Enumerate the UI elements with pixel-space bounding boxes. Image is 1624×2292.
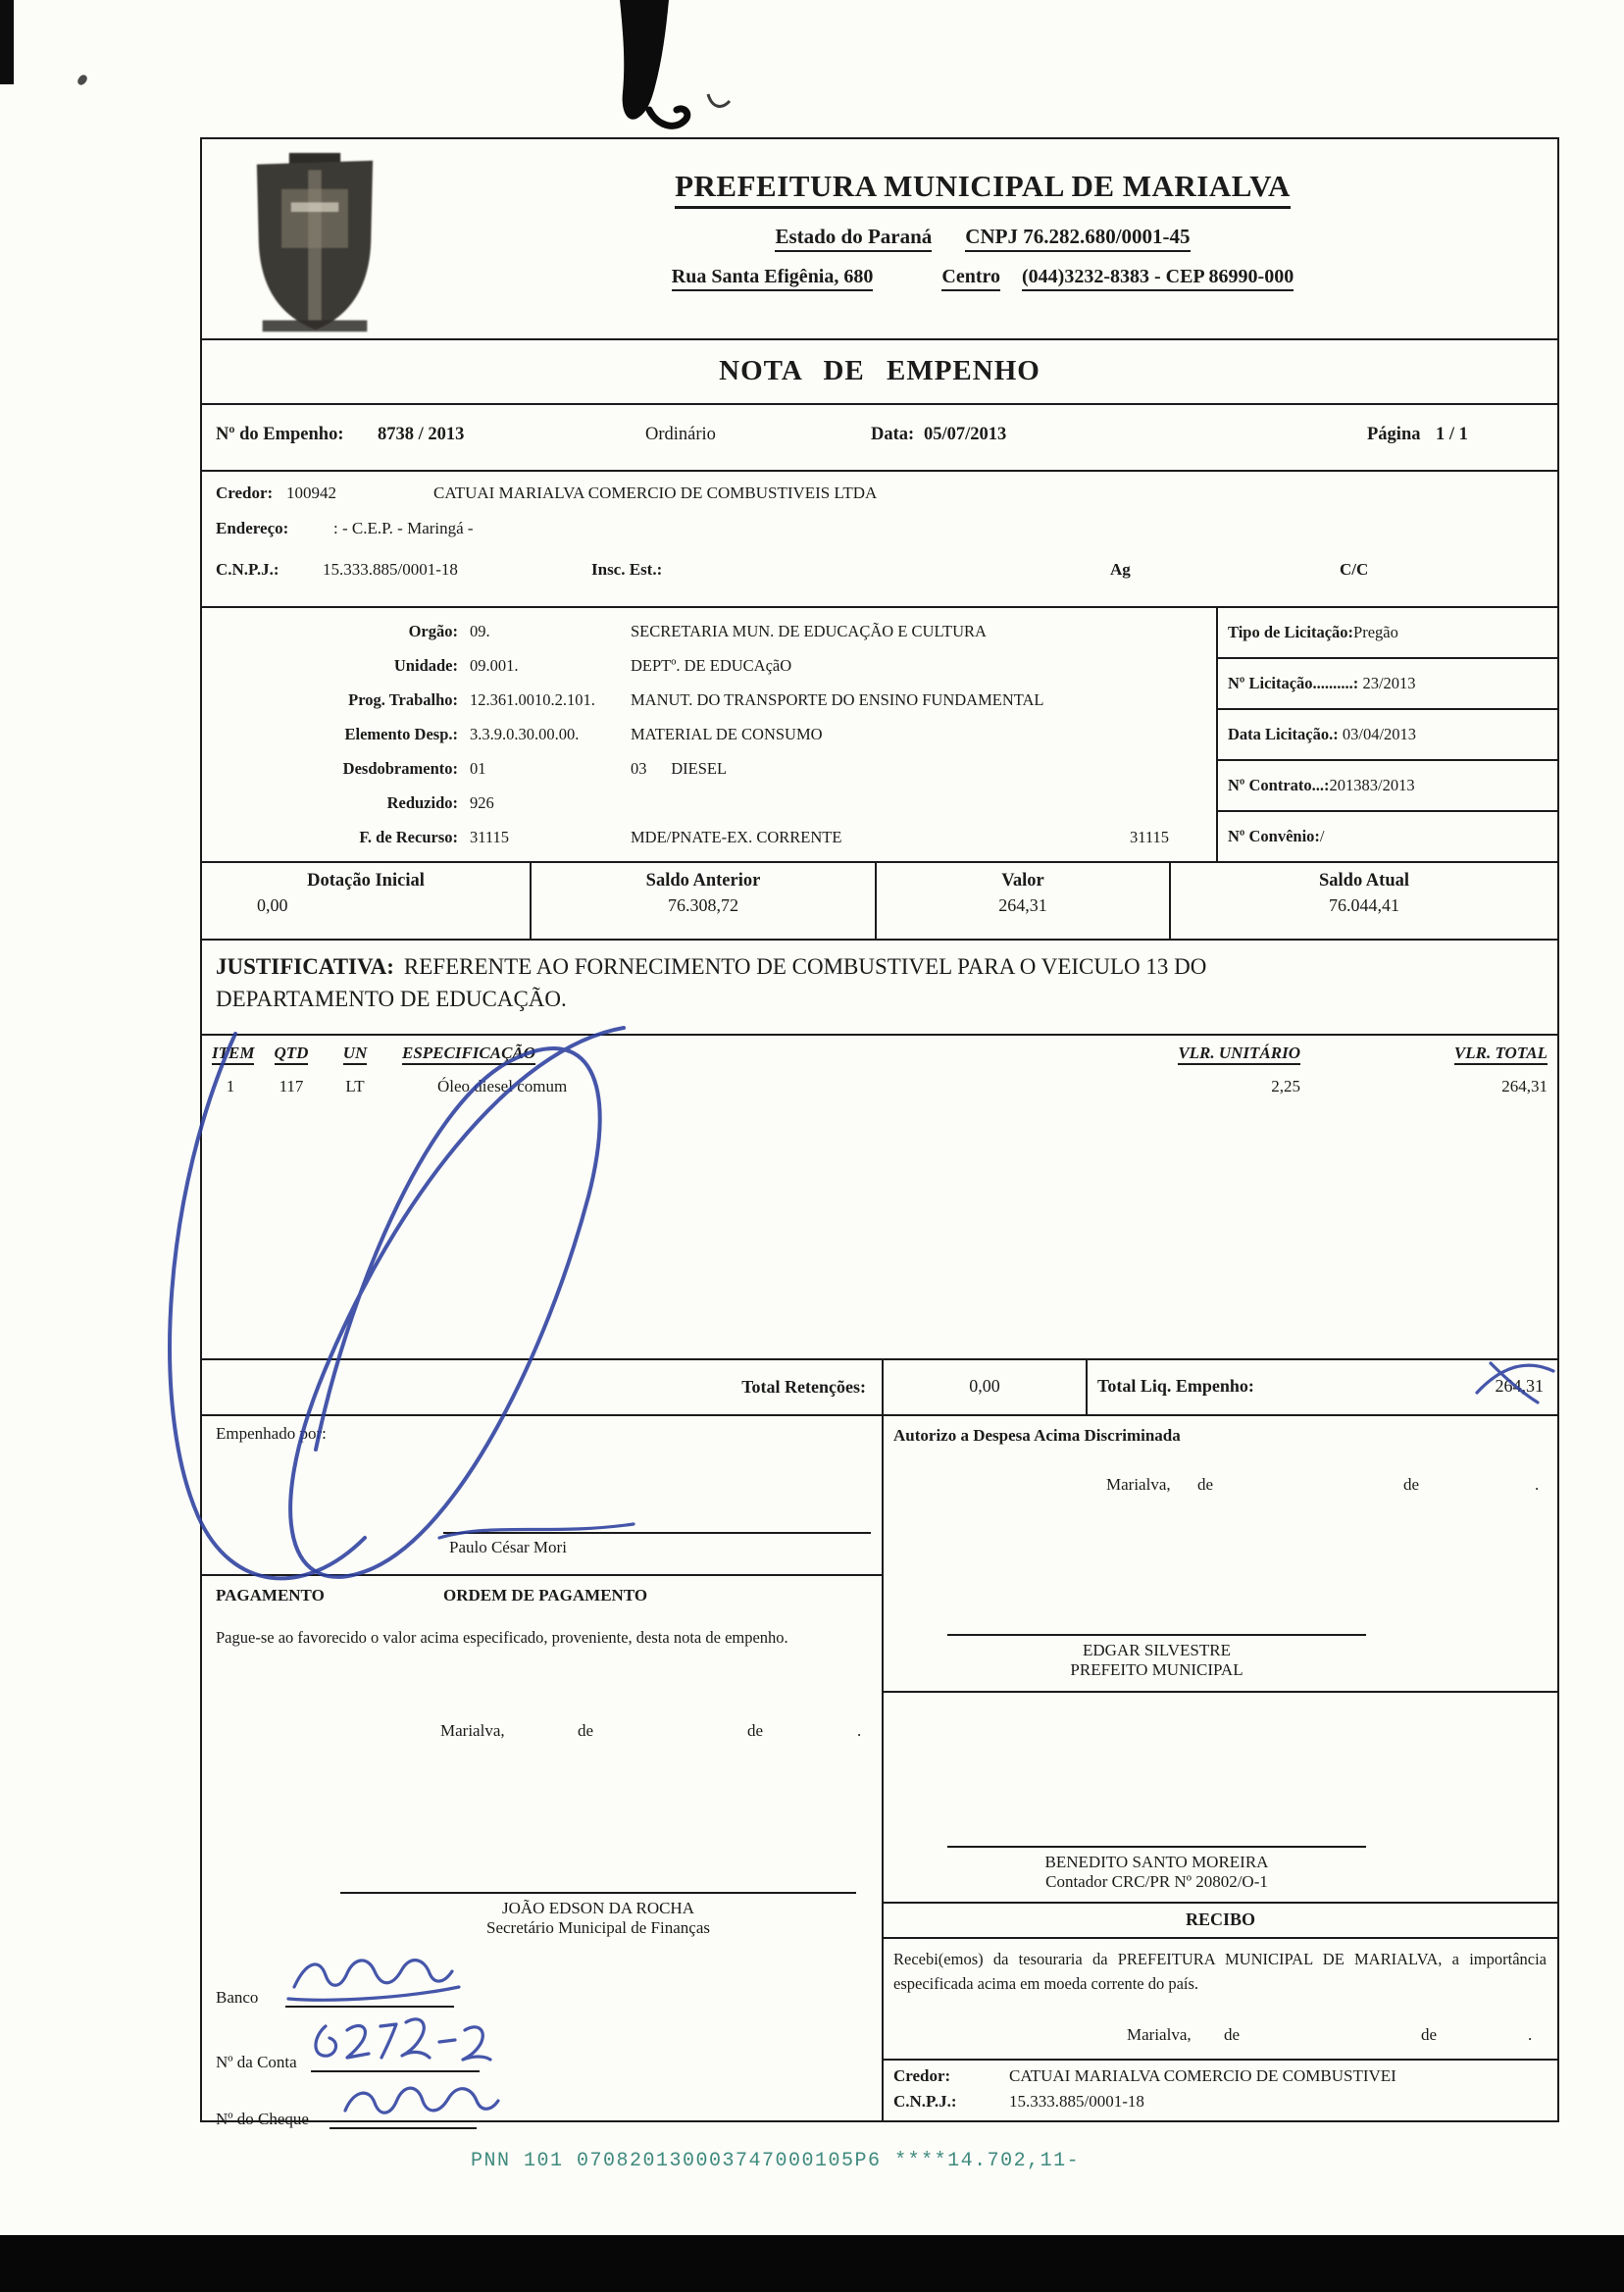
amount-value: 76.308,72 [668,895,738,915]
creditor-address-line [202,515,1557,556]
district-text: Centro [941,266,1000,291]
cheque-label: Nº do Cheque [216,2110,309,2128]
col-qtd: QTD [275,1044,309,1065]
credor-footer-block [884,2061,1557,2122]
field-label: Data Licitação.: [1228,725,1339,743]
prefeito-signature [947,1634,1366,1680]
field-label: F. de Recurso: [359,828,458,846]
creditor-code: 100942 [286,484,336,502]
banco-field [216,1982,454,2008]
credor-footer-label: Credor: [893,2066,951,2085]
creditor-box [202,470,1557,606]
field-code: 09.001. [470,656,519,675]
pagamento-body: Pague-se ao favorecido o valor acima especificado, proveniente, desta nota de empenho. [216,1628,788,1647]
creditor-label: Credor: [216,484,274,502]
signature-area [202,1414,1557,2128]
cheque-fill-line [330,2104,477,2129]
licitacao-numero-row [1218,659,1557,710]
bank-validation-stamp: PNN 101 070820130003747000105P6 ****14.702,11- [471,2150,1081,2172]
date-dot: . [857,1721,862,1740]
budget-row-recurso [202,820,1216,854]
date-dot: . [1535,1475,1540,1494]
date-dot: . [1528,2025,1533,2044]
financas-name: JOÃO EDSON DA ROCHA [502,1899,694,1917]
field-value: 23/2013 [1362,674,1416,692]
field-value: 03/04/2013 [1342,725,1417,743]
pagamento-title: PAGAMENTO [216,1586,325,1604]
contador-block [884,1693,1557,1904]
agencia-label: Ag [1110,560,1131,579]
justification-text: REFERENTE AO FORNECIMENTO DE COMBUSTIVEL PARA O VEICULO 13 DO DEPARTAMENTO DE EDUCAÇÃO. [216,954,1207,1011]
item-unit: LT [345,1077,365,1095]
empenho-date-label: Data: [871,425,915,444]
letterhead [202,139,1557,338]
amount-value: 76.044,41 [1329,895,1399,915]
recibo-title: RECIBO [884,1904,1557,1939]
field-value: Pregão [1353,623,1398,641]
item-row [202,1077,1557,1096]
amounts-row [202,861,1557,939]
budget-row-elemento [202,717,1216,751]
licitacao-data-row [1218,710,1557,761]
prefeito-role: PREFEITO MUNICIPAL [1070,1660,1243,1679]
amount-value: 264,31 [998,895,1047,915]
amount-valor [875,863,1169,939]
banco-label: Banco [216,1988,259,2007]
autorizo-title: Autorizo a Despesa Acima Discriminada [893,1426,1181,1445]
conta-corrente-label: C/C [1340,560,1369,579]
field-code: 12.361.0010.2.101. [470,690,595,709]
credor-footer-name: CATUAI MARIALVA COMERCIO DE COMBUSTIVEI [1009,2066,1396,2085]
item-unit-price: 2,25 [1271,1077,1300,1095]
date-place: Marialva, [1106,1475,1171,1494]
recibo-block [884,1939,1557,2061]
nota-de-empenho-form [200,137,1559,2128]
field-label: Desdobramento: [342,759,458,778]
amount-header: Saldo Anterior [645,871,761,891]
field-value: / [1319,827,1325,845]
phone-cep-text: (044)3232-8383 - CEP 86990-000 [1022,266,1294,291]
col-vlr-total: VLR. TOTAL [1454,1044,1548,1065]
col-vlr-unitario: VLR. UNITÁRIO [1178,1044,1300,1065]
financas-role: Secretário Municipal de Finanças [485,1918,710,1937]
signature-line [947,1846,1366,1848]
letterhead-text [418,147,1548,331]
field-desc: DEPTº. DE EDUCAçãO [631,656,792,675]
cnpj-field-label: C.N.P.J.: [216,560,279,579]
field-label: Nº Convênio: [1228,827,1320,845]
item-total: 264,31 [1501,1077,1548,1095]
field-code: 926 [470,793,494,812]
address-text: Rua Santa Efigênia, 680 [672,266,874,291]
scan-artifact-speck [76,74,88,87]
empenho-date-value: 05/07/2013 [924,425,1007,444]
crest-icon [231,151,398,337]
contador-name: BENEDITO SANTO MOREIRA [1044,1853,1269,1871]
recibo-body: Recebi(emos) da tesouraria da PREFEITURA MUNICIPAL DE MARIALVA, a importância especificada acima em moeda corrente do país. [893,1950,1547,1993]
bidding-column [1216,608,1557,861]
total-liq-label: Total Liq. Empenho: [1097,1376,1254,1396]
cnpj-label: CNPJ 76.282.680/0001-45 [965,225,1190,252]
amount-header: Dotação Inicial [307,871,425,891]
amount-header: Saldo Atual [1318,871,1410,891]
date-de: de [1224,2025,1241,2044]
scan-artifact-bottom-bar [0,2235,1624,2292]
recurso-code-right: 31115 [1129,828,1169,846]
empenho-type: Ordinário [645,425,716,444]
date-de: de [1197,1475,1214,1494]
scan-artifact-ink-blot [606,0,743,149]
field-label: Prog. Trabalho: [348,690,458,709]
contador-role: Contador CRC/PR Nº 20802/O-1 [1045,1872,1268,1891]
empenhado-signature-name: Paulo César Mori [449,1538,567,1556]
field-code: 31115 [470,828,510,846]
total-retencoes-label: Total Retenções: [741,1377,866,1397]
document-title: NOTA DE EMPENHO [202,338,1557,403]
letterhead-line3 [418,266,1548,291]
credor-footer-cnpj-label: C.N.P.J.: [893,2092,957,2111]
empenho-number-label: Nº do Empenho: [216,425,344,444]
financas-signature [340,1892,856,1938]
budget-row-unidade [202,648,1216,683]
signature-line [443,1532,871,1534]
banco-fill-line [285,1982,454,2008]
totals-row [202,1358,1557,1414]
justification-label: JUSTIFICATIVA: [216,954,394,979]
prefeito-name: EDGAR SILVESTRE [1083,1641,1231,1659]
col-un: UN [343,1044,368,1065]
justification [202,939,1557,1034]
pagamento-date-line [202,1721,882,1747]
items-header-row [202,1036,1557,1063]
recibo-date-line [884,2025,1557,2051]
cnpj-field-value: 15.333.885/0001-18 [323,560,458,579]
field-label: Reduzido: [386,793,458,812]
amount-saldo-anterior [530,863,875,939]
insc-est-label: Insc. Est.: [591,560,663,579]
amount-saldo-atual [1169,863,1557,939]
date-place: Marialva, [1127,2025,1192,2044]
item-description: Óleo diesel comum [437,1077,568,1095]
signature-line [340,1892,856,1894]
creditor-line [202,472,1557,515]
field-label: Unidade: [393,656,458,675]
col-item: ITEM [212,1044,254,1065]
field-code: 01 [470,759,486,778]
conta-label: Nº da Conta [216,2053,297,2071]
field-desc: SECRETARIA MUN. DE EDUCAÇÃO E CULTURA [631,622,987,640]
date-de: de [578,1721,594,1740]
field-desc: 03 DIESEL [631,759,728,778]
municipal-crest-logo [212,147,418,331]
empenho-number-row [202,403,1557,470]
right-column [882,1416,1557,2120]
field-desc: MDE/PNATE-EX. CORRENTE [631,828,842,846]
cheque-field [216,2104,477,2129]
budget-box [202,606,1557,861]
amount-value: 0,00 [257,895,288,915]
pagamento-block [202,1574,882,2128]
field-label: Elemento Desp.: [344,725,458,743]
field-code: 3.3.9.0.30.00.00. [470,725,580,743]
address-value: : - C.E.P. - Maringá - [333,519,474,537]
field-label: Nº Licitação..........: [1228,674,1359,692]
page-number-value: 1 / 1 [1436,425,1468,444]
total-liq-cell [1086,1360,1557,1414]
left-column [202,1416,882,2128]
empenhado-label: Empenhado por: [216,1424,327,1443]
item-quantity: 117 [279,1077,304,1095]
items-table [202,1034,1557,1358]
scan-artifact-corner-strip [0,0,14,84]
credor-footer-cnpj-value: 15.333.885/0001-18 [1009,2092,1144,2111]
address-label: Endereço: [216,519,289,537]
creditor-cnpj-line [202,556,1557,599]
amount-dotacao-inicial [202,863,530,939]
autorizo-date-line [884,1475,1557,1501]
total-retencoes-value: 0,00 [882,1360,1086,1414]
budget-row-desdobramento [202,751,1216,786]
page-title: PREFEITURA MUNICIPAL DE MARIALVA [675,169,1291,209]
amount-header: Valor [1001,871,1044,891]
page-number-label: Página [1367,425,1421,444]
total-liq-value: 264,31 [1495,1376,1544,1396]
date-de: de [747,1721,764,1740]
conta-fill-line [311,2047,480,2072]
letterhead-line2 [418,225,1548,252]
date-place: Marialva, [440,1721,505,1740]
item-number: 1 [226,1077,235,1095]
creditor-name: CATUAI MARIALVA COMERCIO DE COMBUSTIVEIS LTDA [433,484,878,502]
signature-line [947,1634,1366,1636]
empenhado-block [202,1416,882,1574]
budget-fields [202,608,1216,861]
budget-row-reduzido [202,786,1216,820]
budget-row-orgao [202,614,1216,648]
date-de: de [1421,2025,1438,2044]
date-de: de [1403,1475,1420,1494]
convenio-row [1218,812,1557,863]
field-desc: MATERIAL DE CONSUMO [631,725,823,743]
field-label: Nº Contrato...: [1228,776,1330,794]
field-desc: MANUT. DO TRANSPORTE DO ENSINO FUNDAMENTAL [631,690,1044,709]
contador-signature [947,1846,1366,1892]
conta-field [216,2047,480,2072]
state-label: Estado do Paraná [775,225,932,252]
field-label: Tipo de Licitação: [1228,623,1354,641]
ordem-pagamento-title: ORDEM DE PAGAMENTO [443,1586,648,1604]
col-especificacao: ESPECIFICAÇÃO [402,1044,535,1065]
field-value: 201383/2013 [1329,776,1415,794]
field-code: 09. [470,622,490,640]
licitacao-tipo-row [1218,608,1557,659]
field-label: Orgão: [408,622,458,640]
budget-row-prog-trabalho [202,683,1216,717]
autorizo-block [884,1416,1557,1693]
contrato-row [1218,761,1557,812]
empenho-number-value: 8738 / 2013 [378,425,465,444]
